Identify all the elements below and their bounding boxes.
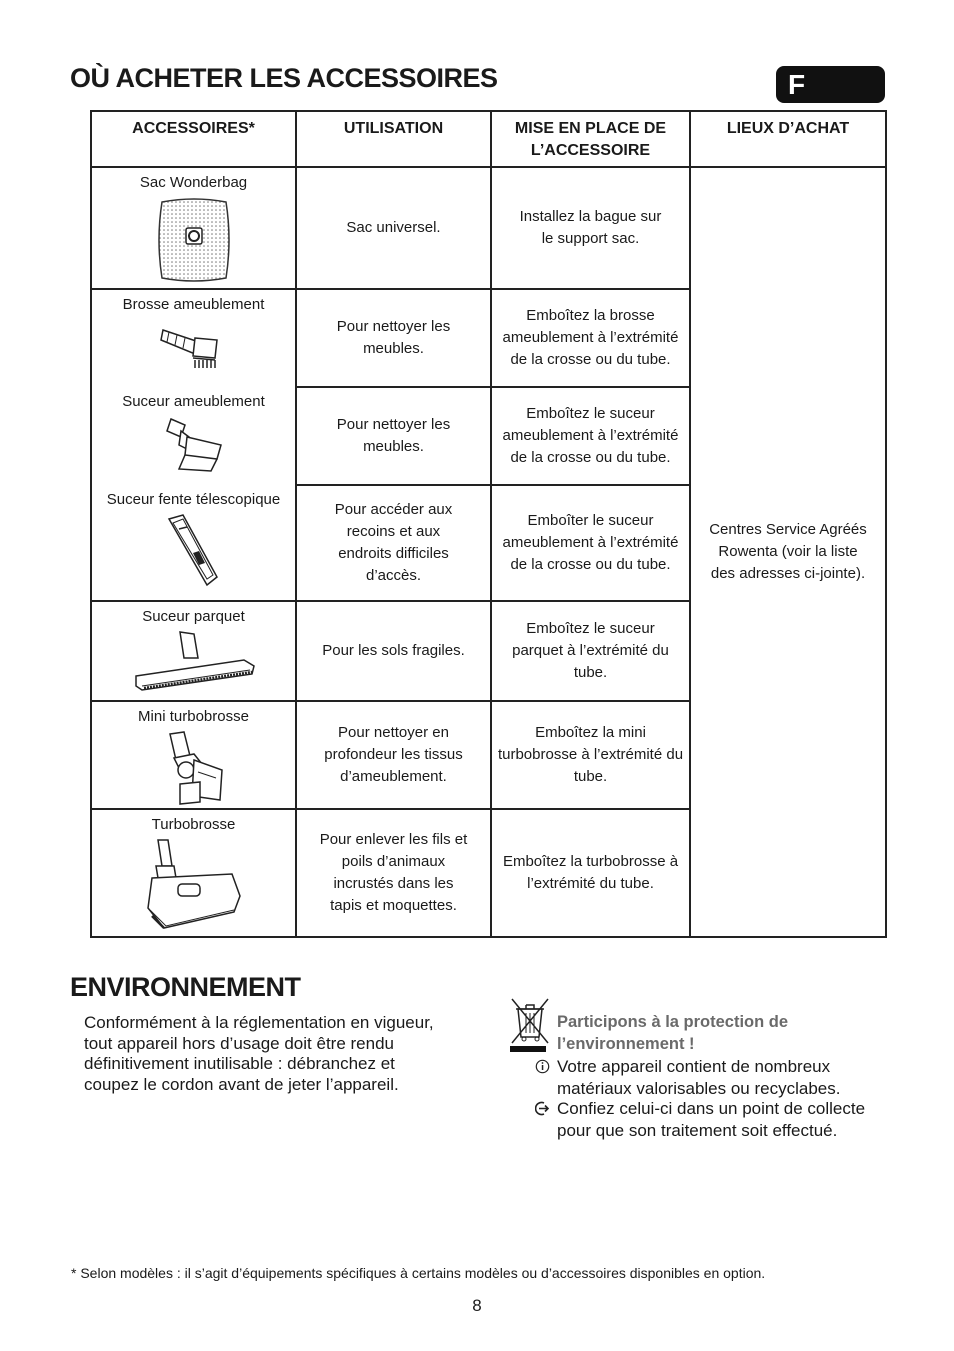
footnote: * Selon modèles : il s’agit d’équipements spécifiques à certains modèles ou d’accessoires disponibles en option. — [71, 1265, 766, 1281]
accessory-name: Mini turbobrosse — [138, 708, 249, 725]
accessory-name: Brosse ameublement — [122, 296, 265, 313]
accessory-name: Suceur fente télescopique — [106, 491, 281, 508]
environment-text: Conformément à la réglementation en vigueur, tout appareil hors d’usage doit être rendu définitivement inutilisable : débranchez et coupez le cordon avant de jeter l’appareil. — [84, 1013, 434, 1094]
language-tab: F — [776, 66, 885, 103]
table-row — [91, 167, 886, 289]
furniture-brush-icon — [159, 318, 229, 370]
upholstery-nozzle-icon — [159, 415, 229, 475]
usage-cell: Pour nettoyer les meubles. — [296, 387, 491, 485]
parquet-nozzle-icon — [132, 630, 256, 694]
accessory-cell — [91, 601, 296, 701]
accessory-cell — [91, 167, 296, 289]
bag-icon — [154, 196, 234, 284]
usage-cell: Sac universel. — [296, 167, 491, 289]
setup-cell: Emboîtez le suceur ameublement à l’extrémité de la crosse ou du tube. — [491, 387, 690, 485]
usage-cell: Pour enlever les fils et poils d’animaux incrustés dans les tapis et moquettes. — [296, 809, 491, 937]
where-to-buy-cell: Centres Service Agréés Rowenta (voir la liste des adresses ci-jointe). — [690, 167, 886, 937]
setup-cell: Installez la bague sur le support sac. — [491, 167, 690, 289]
info-icon — [535, 1059, 550, 1077]
page-number: 8 — [472, 1296, 482, 1315]
setup-cell: Emboîter le suceur ameublement à l’extrémité de la crosse ou du tube. — [491, 485, 690, 601]
page-title: OÙ ACHETER LES ACCESSOIRES — [70, 63, 498, 93]
usage-cell: Pour les sols fragiles. — [296, 601, 491, 701]
usage-cell: Pour nettoyer en profondeur les tissus d’ameublement. — [296, 701, 491, 809]
accessory-name: Sac Wonderbag — [139, 174, 248, 191]
weee-bin-icon — [510, 997, 550, 1053]
environment-title: ENVIRONNEMENT — [70, 972, 301, 1002]
environment-heading: Participons à la protection de l’environnement ! — [557, 1013, 789, 1053]
accessory-cell — [91, 289, 296, 387]
accessory-cell — [91, 387, 296, 485]
accessory-cell — [91, 485, 296, 601]
header-setup: MISE EN PLACE DE L’ACCESSOIRE — [491, 111, 690, 167]
accessory-cell — [91, 701, 296, 809]
accessory-cell — [91, 809, 296, 937]
crevice-tool-icon — [159, 513, 229, 589]
turbobrush-icon — [144, 838, 244, 934]
accessories-table — [90, 110, 887, 938]
usage-cell: Pour accéder aux recoins et aux endroits difficiles d’accès. — [296, 485, 491, 601]
setup-cell: Emboîtez la mini turbobrosse à l’extrémité du tube. — [491, 701, 690, 809]
mini-turbobrush-icon — [156, 730, 232, 808]
setup-cell: Emboîtez la turbobrosse à l’extrémité du tube. — [491, 809, 690, 937]
setup-cell: Emboîtez la brosse ameublement à l’extrémité de la crosse ou du tube. — [491, 289, 690, 387]
table-header-row — [91, 111, 886, 167]
accessory-name: Turbobrosse — [151, 816, 236, 833]
environment-item: Votre appareil contient de nombreux matériaux valorisables ou recyclabes. — [557, 1057, 841, 1098]
environment-item: Confiez celui-ci dans un point de collecte pour que son traitement soit effectué. — [557, 1099, 866, 1140]
header-usage: UTILISATION — [296, 111, 491, 167]
accessory-name: Suceur ameublement — [122, 393, 265, 410]
arrow-right-icon — [535, 1101, 550, 1119]
header-where-to-buy: LIEUX D’ACHAT — [690, 111, 886, 167]
setup-cell: Emboîtez le suceur parquet à l’extrémité du tube. — [491, 601, 690, 701]
accessory-name: Suceur parquet — [142, 608, 245, 625]
usage-cell: Pour nettoyer les meubles. — [296, 289, 491, 387]
header-accessories: ACCESSOIRES* — [91, 111, 296, 167]
